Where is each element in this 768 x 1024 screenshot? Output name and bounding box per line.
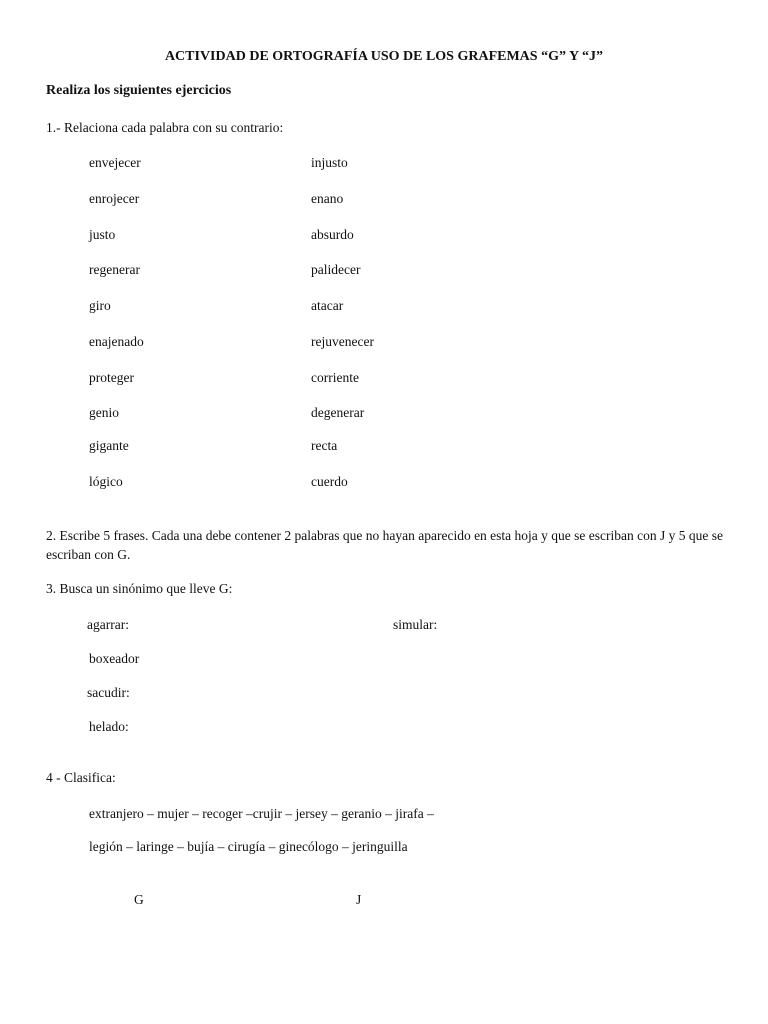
exercise-3-item: simular: bbox=[393, 617, 438, 632]
exercise-1-left-word: enajenado bbox=[89, 334, 144, 349]
exercise-1-left-word: regenerar bbox=[89, 262, 140, 277]
exercise-1-left-word: lógico bbox=[89, 474, 123, 489]
exercise-1-right-word: enano bbox=[311, 191, 344, 206]
exercise-1-right-word: cuerdo bbox=[311, 474, 348, 489]
exercise-4-word-list: extranjero – mujer – recoger –crujir – jersey – geranio – jirafa – bbox=[89, 806, 434, 821]
exercise-2-prompt: 2. Escribe 5 frases. Cada una debe contener 2 palabras que no hayan aparecido en esta hoja y que se escriban con J y 5 que se escriban con G. bbox=[46, 528, 723, 562]
column-j-header: J bbox=[356, 892, 362, 907]
exercise-1-left-word: enrojecer bbox=[89, 191, 140, 206]
exercise-1-right-word: atacar bbox=[311, 298, 344, 313]
column-g-header: G bbox=[134, 892, 144, 907]
exercise-1-left-word: gigante bbox=[89, 438, 129, 453]
exercise-3-item: helado: bbox=[89, 719, 129, 734]
page-title: ACTIVIDAD DE ORTOGRAFÍA USO DE LOS GRAFEMAS “G” Y “J” bbox=[164, 49, 604, 64]
exercise-3-item: agarrar: bbox=[87, 617, 129, 632]
exercise-1-right-word: rejuvenecer bbox=[311, 334, 374, 349]
exercise-1-right-word: absurdo bbox=[311, 227, 354, 242]
exercise-1-left-word: giro bbox=[89, 298, 111, 313]
exercise-1-prompt: 1.- Relaciona cada palabra con su contrario: bbox=[46, 120, 284, 135]
exercise-1-right-word: injusto bbox=[311, 155, 348, 170]
exercise-3-prompt: 3. Busca un sinónimo que lleve G: bbox=[46, 581, 233, 596]
exercise-4-prompt: 4 - Clasifica: bbox=[46, 770, 116, 785]
exercise-1-right-word: recta bbox=[311, 438, 338, 453]
exercise-4-word-list: legión – laringe – bujía – cirugía – ginecólogo – jeringuilla bbox=[89, 839, 408, 854]
instructions-heading: Realiza los siguientes ejercicios bbox=[46, 83, 232, 98]
exercise-1-right-word: degenerar bbox=[311, 405, 365, 420]
exercise-1-left-word: proteger bbox=[89, 370, 134, 385]
exercise-1-left-word: envejecer bbox=[89, 155, 141, 170]
exercise-3-item: sacudir: bbox=[87, 685, 130, 700]
exercise-1-right-word: palidecer bbox=[311, 262, 361, 277]
exercise-3-item: boxeador bbox=[89, 651, 140, 666]
exercise-1-left-word: justo bbox=[89, 227, 116, 242]
exercise-1-left-word: genio bbox=[89, 405, 119, 420]
exercise-1-right-word: corriente bbox=[311, 370, 359, 385]
